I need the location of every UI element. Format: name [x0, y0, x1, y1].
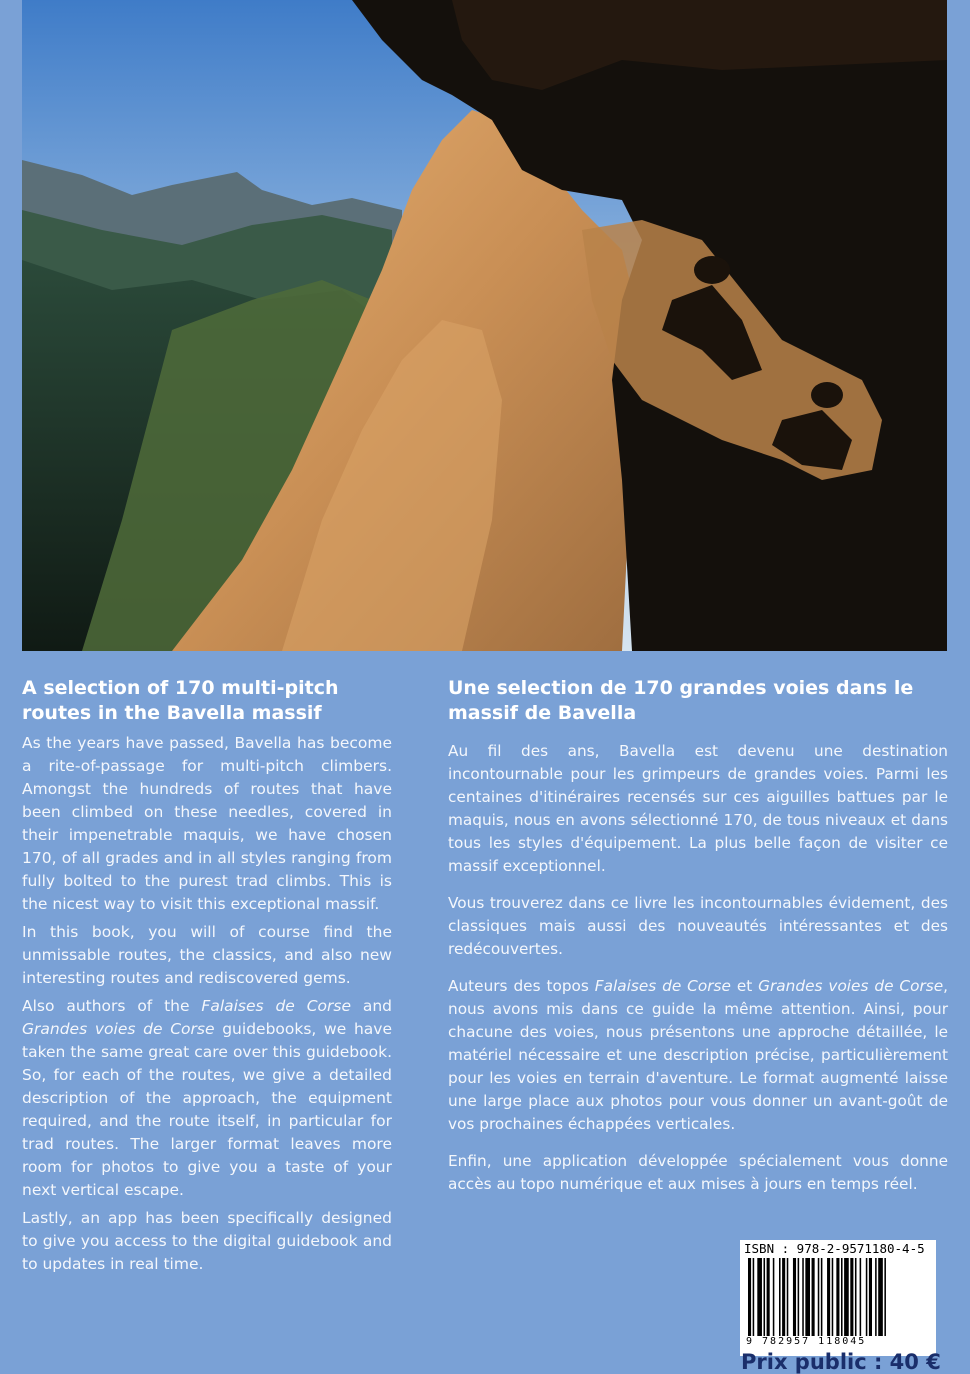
english-paragraph-4: Lastly, an app has been specifically designed to give you access to the digital guidebook and to updates in real time. [22, 1209, 392, 1273]
french-title: Une selection de 170 grandes voies dans le massif de Bavella [448, 677, 914, 724]
price-label: Prix public : 40 € [741, 1350, 941, 1374]
english-column [22, 676, 392, 1281]
french-p3-text-c: et [730, 977, 759, 995]
french-p3-text-a: Auteurs des topos [448, 977, 595, 995]
english-p3-text-a: Also authors of the [22, 997, 202, 1015]
cover-photo [22, 0, 947, 651]
climbers-shadow-photo [22, 0, 947, 651]
barcode-icon [748, 1258, 930, 1336]
french-column [448, 676, 948, 1210]
isbn-label: ISBN : 978-2-9571180-4-5 [744, 1241, 925, 1256]
french-p3-text-e: , nous avons mis dans ce guide la même attention. Ainsi, pour chacune des voies, nous présentons une approche détaillée, le matériel nécessaire et une description précise, particulièrement pour les voies en terrain d'aventure. Le format augmenté laisse une large place aux photos pour vous donner un avant-goût de vos prochaines échappées verticales. [448, 977, 948, 1133]
french-paragraph-2: Vous trouverez dans ce livre les incontournables évidement, des classiques mais aussi des nouveautés intéressantes et des redécouvertes. [448, 894, 948, 958]
english-paragraph-3 [22, 995, 392, 1202]
french-p3-book-2: Grandes voies de Corse [758, 977, 944, 995]
english-p3-book-2: Grandes voies de Corse [22, 1020, 215, 1038]
english-p3-text-e: guidebooks, we have taken the same great care over this guidebook. So, for each of the routes, we give a detailed description of the approach, the equipment required, and the route itself, in particular for trad routes. The larger format leaves more room for photos to give you a taste of your next vertical escape. [22, 1020, 392, 1199]
barcode-digits: 9 782957 118045 [746, 1336, 867, 1347]
english-paragraph-2: In this book, you will of course find the unmissable routes, the classics, and also new interesting routes and rediscovered gems. [22, 923, 392, 987]
french-paragraph-4: Enfin, une application développée spécialement vous donne accès au topo numérique et aux mises à jours en temps réel. [448, 1152, 948, 1193]
english-p3-text-c: and [350, 997, 392, 1015]
french-paragraph-3 [448, 975, 948, 1136]
english-paragraph-1: As the years have passed, Bavella has become a rite-of-passage for multi-pitch climbers. Amongst the hundreds of routes that have been climbed on these needles, covered in their impenetrable maquis, we have chosen 170, of all grades and in all styles ranging from fully bolted to the purest trad climbs. This is the nicest way to visit this exceptional massif. [22, 734, 392, 913]
english-title: A selection of 170 multi-pitch routes in the Bavella massif [22, 677, 339, 724]
french-p3-book-1: Falaises de Corse [594, 977, 731, 995]
english-p3-book-1: Falaises de Corse [201, 997, 351, 1015]
french-paragraph-1: Au fil des ans, Bavella est devenu une destination incontournable pour les grimpeurs de grandes voies. Parmi les centaines d'itinéraires recensés sur ces aiguilles battues par le maquis, nous en avons sélectionné 170, de tous niveaux et dans tous les styles d'équipement. La plus belle façon de visiter ce massif exceptionnel. [448, 742, 948, 875]
barcode-box [740, 1240, 936, 1356]
